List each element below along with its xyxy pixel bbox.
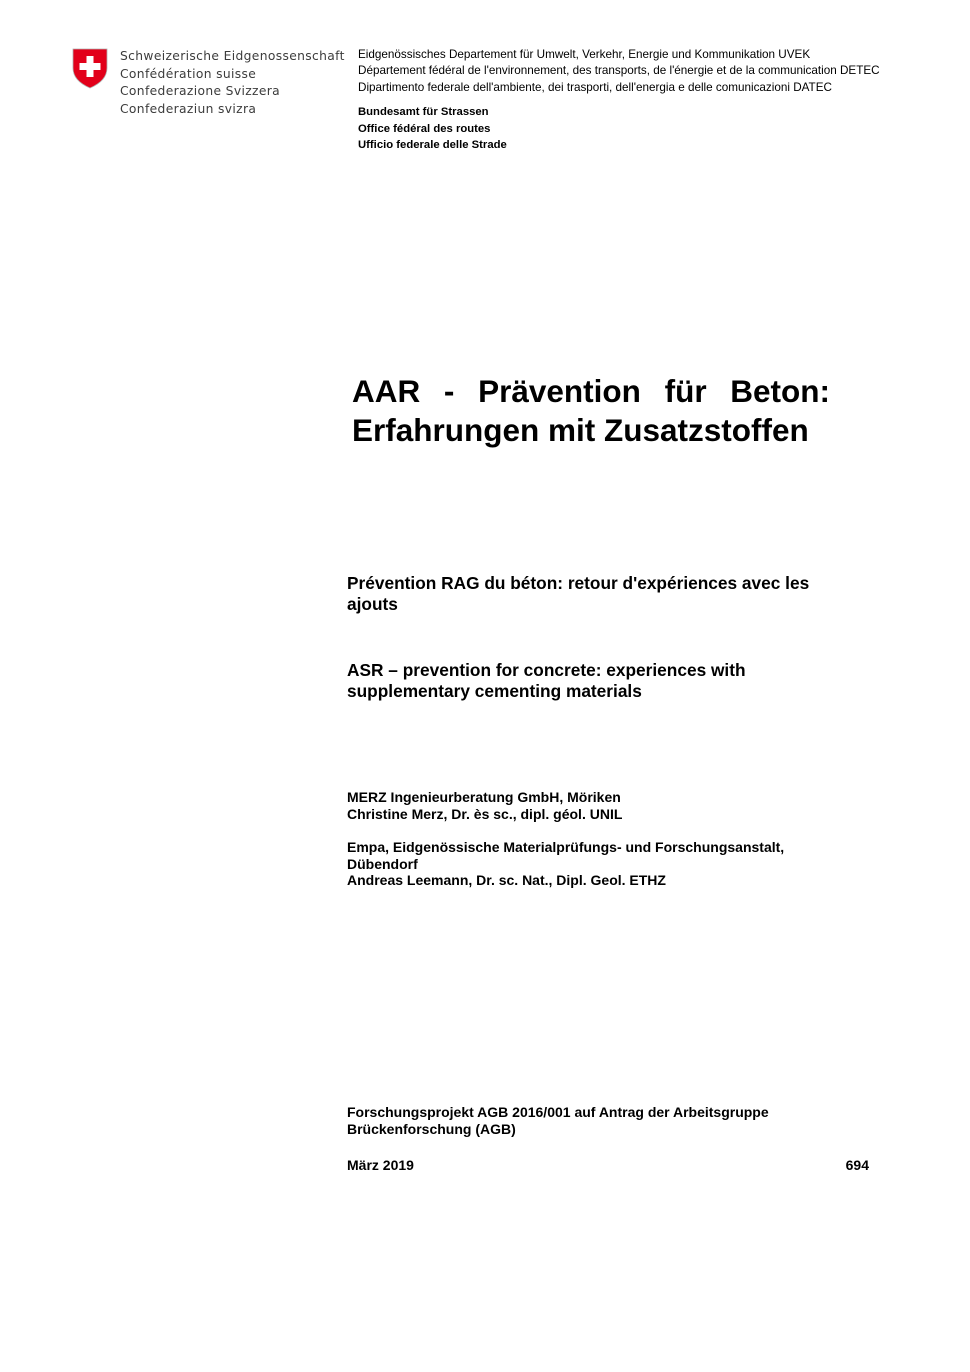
subtitle-french-line-1: Prévention RAG du béton: retour d'expériences avec les	[347, 573, 810, 593]
subtitle-french-line-2: ajouts	[347, 593, 398, 614]
confederation-name-rm: Confederaziun svizra	[120, 101, 257, 116]
subtitle-english-line-2: supplementary cementing materials	[347, 680, 642, 701]
subtitle-english	[347, 660, 847, 701]
author-block-2	[347, 839, 867, 889]
department-line-it: Dipartimento federale dell'ambiente, dei trasporti, dell'energia e delle comunicazioni DATEC	[358, 80, 832, 94]
project-line-1: Forschungsprojekt AGB 2016/001 auf Antrag der Arbeitsgruppe	[347, 1104, 769, 1120]
author-block-1	[347, 789, 867, 822]
report-number: 694	[845, 1157, 869, 1173]
department-block	[358, 47, 880, 96]
subtitle-english-line-1: ASR – prevention for concrete: experiences with	[347, 660, 746, 680]
research-project-note	[347, 1104, 867, 1138]
publication-date: März 2019	[347, 1157, 414, 1173]
swiss-cross-shield-icon	[72, 48, 108, 89]
office-block	[358, 104, 507, 154]
project-line-2: Brückenforschung (AGB)	[347, 1121, 516, 1137]
report-title	[352, 372, 830, 450]
confederation-names	[120, 48, 345, 118]
confederation-name-fr: Confédération suisse	[120, 66, 257, 81]
confederation-name-de: Schweizerische Eidgenossenschaft	[120, 49, 345, 63]
cross-horizontal-bar	[80, 63, 101, 70]
author-organization-2-line-1: Empa, Eidgenössische Materialprüfungs- und Forschungsanstalt,	[347, 839, 785, 855]
subtitle-french	[347, 573, 847, 614]
office-line-fr: Office fédéral des routes	[358, 122, 491, 135]
title-line-2: Erfahrungen mit Zusatzstoffen	[352, 412, 809, 448]
author-organization-2-line-2: Dübendorf	[347, 855, 418, 872]
author-person-2: Andreas Leemann, Dr. sc. Nat., Dipl. Geol. ETHZ	[347, 872, 666, 889]
department-line-fr: Département fédéral de l'environnement, des transports, de l'énergie et de la communication DETEC	[358, 64, 880, 78]
office-line-de: Bundesamt für Strassen	[358, 106, 489, 118]
office-line-it: Ufficio federale delle Strade	[358, 139, 507, 151]
title-line-1: AAR - Prävention für Beton:	[352, 373, 830, 409]
department-line-de: Eidgenössisches Departement für Umwelt, Verkehr, Energie und Kommunikation UVEK	[358, 48, 811, 61]
author-person-1: Christine Merz, Dr. ès sc., dipl. géol. UNIL	[347, 805, 623, 822]
author-organization-1: MERZ Ingenieurberatung GmbH, Möriken	[347, 789, 621, 805]
confederation-name-it: Confederazione Svizzera	[120, 84, 281, 99]
